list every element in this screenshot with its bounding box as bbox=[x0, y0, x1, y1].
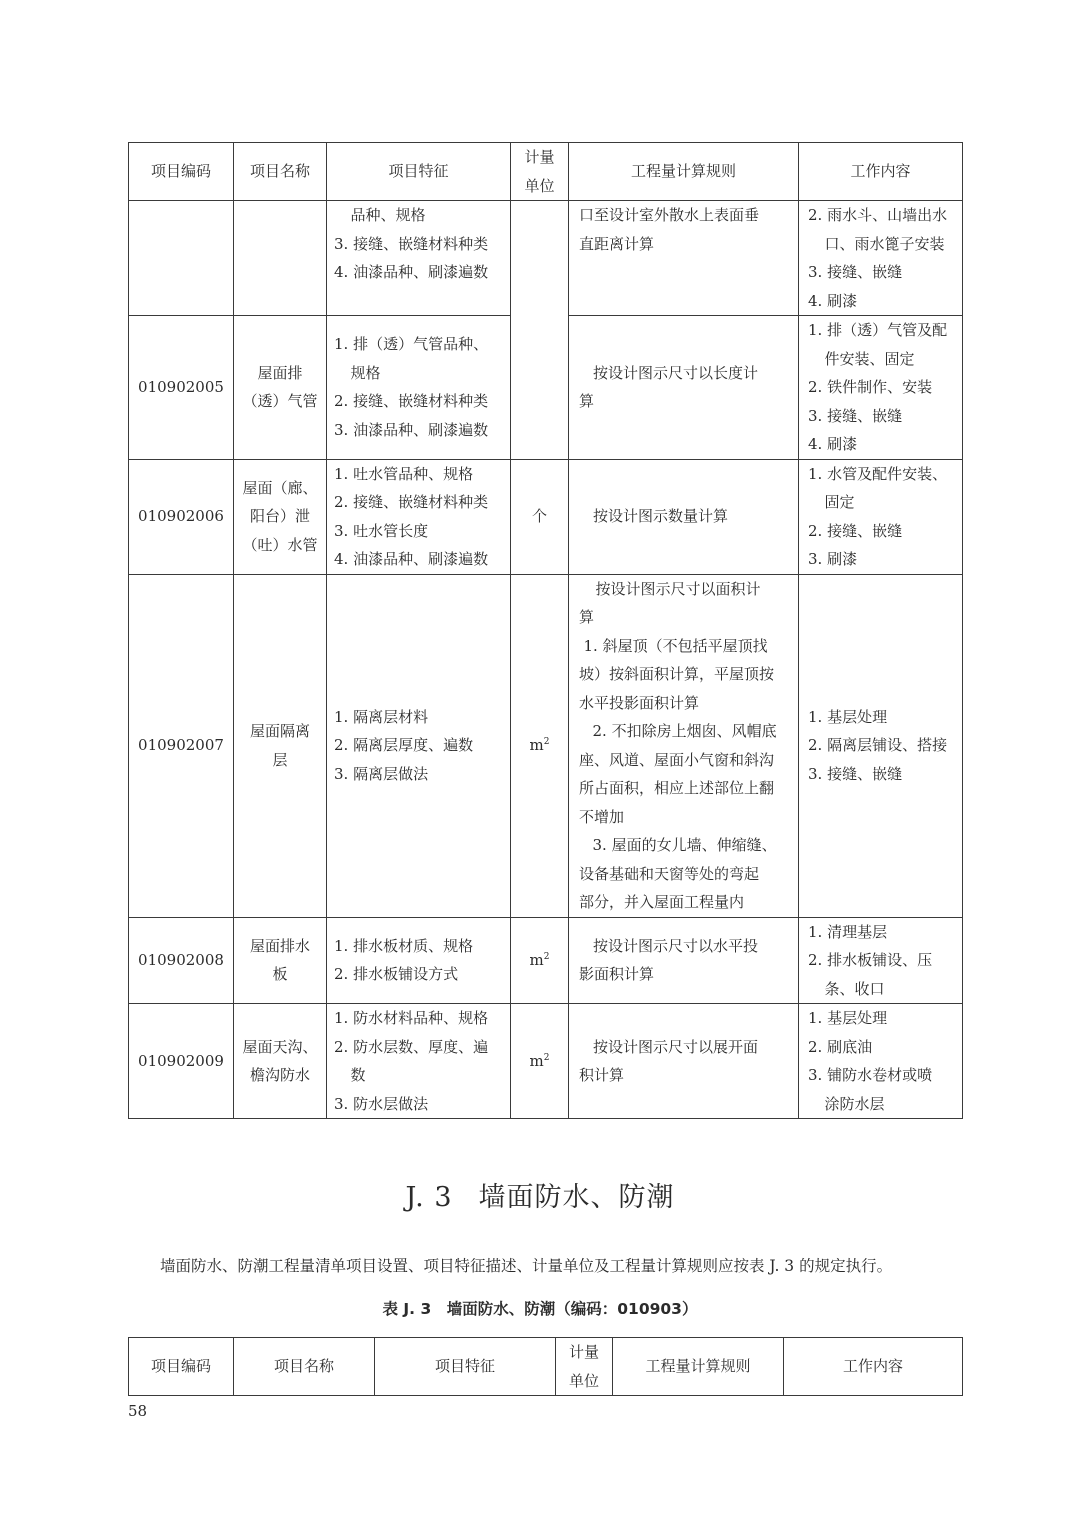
rule-line: 所占面积，相应上述部位上翻 bbox=[579, 779, 775, 797]
rule-cell bbox=[569, 201, 799, 316]
name-line: 屋面排水 bbox=[249, 936, 310, 955]
work-line: 3. 接缝、嵌缝 bbox=[808, 764, 903, 783]
name-cell bbox=[234, 316, 327, 460]
rule-line: 按设计图示尺寸以面积计 bbox=[595, 579, 761, 598]
unit-cell bbox=[511, 201, 569, 460]
work-cell bbox=[799, 917, 963, 1004]
rule-line: 按设计图示数量计算 bbox=[593, 507, 729, 526]
rule-line: 积计算 bbox=[579, 1066, 625, 1084]
table-row bbox=[129, 574, 963, 917]
feature-line: 2. 防水层数、厚度、遍 bbox=[334, 1037, 489, 1056]
table-row bbox=[129, 917, 963, 1004]
table-row bbox=[129, 201, 963, 316]
rule-line: 按设计图示尺寸以展开面 bbox=[593, 1037, 759, 1056]
rule-cell bbox=[569, 459, 799, 574]
header-rule: 工程量计算规则 bbox=[613, 1338, 784, 1396]
work-line: 3. 刷漆 bbox=[808, 550, 858, 568]
feature-line: 3. 防水层做法 bbox=[334, 1094, 429, 1113]
work-cell bbox=[799, 201, 963, 316]
unit-cell bbox=[511, 917, 569, 1004]
work-line: 1. 基层处理 bbox=[808, 707, 888, 726]
feature-line: 2. 隔离层厚度、遍数 bbox=[334, 736, 474, 755]
table-row bbox=[129, 1004, 963, 1119]
rule-line: 直距离计算 bbox=[579, 234, 655, 253]
name-cell bbox=[234, 459, 327, 574]
work-line: 3. 接缝、嵌缝 bbox=[808, 406, 903, 425]
rule-line: 水平投影面积计算 bbox=[579, 693, 700, 712]
name-line: 屋面天沟、 bbox=[242, 1037, 318, 1056]
work-line: 1. 排（透）气管及配 bbox=[808, 321, 948, 339]
feature-line: 1. 隔离层材料 bbox=[334, 707, 429, 726]
work-line: 4. 刷漆 bbox=[808, 435, 858, 453]
name-line: 屋面（廊、 bbox=[242, 478, 318, 497]
rule-line: 口至设计室外散水上表面垂 bbox=[579, 206, 760, 224]
work-line: 3. 接缝、嵌缝 bbox=[808, 263, 903, 281]
feature-line: 3. 隔离层做法 bbox=[334, 764, 429, 783]
work-cell bbox=[799, 459, 963, 574]
work-cell bbox=[799, 1004, 963, 1119]
code-cell: 010902005 bbox=[129, 316, 234, 460]
header-rule: 工程量计算规则 bbox=[569, 143, 799, 201]
feature-line: 4. 油漆品种、刷漆遍数 bbox=[334, 550, 489, 568]
table-row bbox=[129, 459, 963, 574]
code-cell: 010902007 bbox=[129, 574, 234, 917]
section-intro-paragraph: 墙面防水、防潮工程量清单项目设置、项目特征描述、计量单位及工程量计算规则应按表 J. 3 的规定执行。 bbox=[160, 1257, 893, 1275]
name-cell bbox=[234, 917, 327, 1004]
rule-cell bbox=[569, 917, 799, 1004]
unit-cell: 个 bbox=[511, 459, 569, 574]
rule-line: 2. 不扣除房上烟囱、风帽底 bbox=[592, 722, 777, 740]
work-line: 2. 隔离层铺设、搭接 bbox=[808, 736, 948, 755]
unit-cell bbox=[511, 574, 569, 917]
unit-text: m bbox=[529, 951, 544, 969]
rule-cell bbox=[569, 1004, 799, 1119]
header-code: 项目编码 bbox=[129, 1338, 234, 1396]
rule-line: 3. 屋面的女儿墙、伸缩缝、 bbox=[592, 836, 777, 854]
table-j2-continued bbox=[128, 142, 963, 1119]
work-line: 固定 bbox=[824, 493, 855, 511]
table-caption: 表 J. 3 墙面防水、防潮（编码：010903） bbox=[382, 1300, 698, 1318]
rule-line: 1. 斜屋顶（不包括平屋顶找 bbox=[583, 636, 768, 655]
unit-text: m bbox=[529, 1051, 544, 1070]
feature-line: 1. 排水板材质、规格 bbox=[334, 936, 474, 955]
work-line: 2. 刷底油 bbox=[808, 1037, 873, 1056]
rule-cell bbox=[569, 316, 799, 460]
header-unit-line2: 单位 bbox=[524, 176, 555, 195]
work-line: 3. 铺防水卷材或喷 bbox=[808, 1066, 933, 1084]
name-cell bbox=[234, 201, 327, 316]
header-unit-line1: 计量 bbox=[524, 148, 555, 166]
name-line: 板 bbox=[272, 965, 288, 984]
unit-superscript: 2 bbox=[543, 1052, 550, 1063]
features-cell bbox=[327, 459, 511, 574]
work-line: 口、雨水篦子安装 bbox=[824, 234, 945, 253]
unit-cell bbox=[511, 1004, 569, 1119]
work-line: 1. 基层处理 bbox=[808, 1009, 888, 1027]
name-line: 屋面隔离 bbox=[249, 722, 310, 740]
page-number: 58 bbox=[128, 1402, 148, 1420]
work-line: 件安装、固定 bbox=[824, 349, 915, 368]
feature-line: 1. 排（透）气管品种、 bbox=[334, 335, 489, 354]
features-cell bbox=[327, 1004, 511, 1119]
name-line: 屋面排 bbox=[257, 363, 303, 382]
header-work: 工作内容 bbox=[784, 1338, 963, 1396]
code-cell: 010902006 bbox=[129, 459, 234, 574]
work-cell bbox=[799, 574, 963, 917]
section-heading bbox=[0, 1175, 1080, 1214]
work-cell bbox=[799, 316, 963, 460]
rule-line: 坡）按斜面积计算，平屋顶按 bbox=[579, 665, 775, 683]
features-cell bbox=[327, 574, 511, 917]
name-line: （吐）水管 bbox=[242, 535, 318, 554]
feature-line: 2. 接缝、嵌缝材料种类 bbox=[334, 392, 489, 411]
feature-line: 2. 排水板铺设方式 bbox=[334, 965, 459, 984]
rule-line: 部分，并入屋面工程量内 bbox=[579, 893, 745, 911]
work-line: 1. 水管及配件安装、 bbox=[808, 464, 948, 483]
header-code: 项目编码 bbox=[129, 143, 234, 201]
header-features: 项目特征 bbox=[375, 1338, 556, 1396]
name-cell bbox=[234, 574, 327, 917]
rule-line: 座、风道、屋面小气窗和斜沟 bbox=[579, 750, 775, 769]
work-line: 4. 刷漆 bbox=[808, 291, 858, 310]
feature-line: 规格 bbox=[350, 363, 381, 382]
unit-text: m bbox=[529, 736, 544, 755]
work-line: 1. 清理基层 bbox=[808, 922, 888, 941]
feature-line: 1. 吐水管品种、规格 bbox=[334, 464, 474, 483]
section-number: J. 3 bbox=[405, 1182, 453, 1213]
code-cell: 010902009 bbox=[129, 1004, 234, 1119]
header-name: 项目名称 bbox=[234, 143, 327, 201]
work-line: 涂防水层 bbox=[824, 1094, 885, 1113]
features-cell bbox=[327, 201, 511, 316]
feature-line: 1. 防水材料品种、规格 bbox=[334, 1009, 489, 1027]
work-line: 2. 雨水斗、山墙出水 bbox=[808, 206, 948, 224]
rule-line: 设备基础和天窗等处的弯起 bbox=[579, 864, 760, 883]
name-line: （透）气管 bbox=[242, 392, 318, 411]
rule-line: 按设计图示尺寸以水平投 bbox=[593, 936, 759, 955]
name-line: 层 bbox=[272, 750, 288, 769]
header-unit-line2: 单位 bbox=[568, 1371, 599, 1390]
header-work: 工作内容 bbox=[799, 143, 963, 201]
header-features: 项目特征 bbox=[327, 143, 511, 201]
unit-superscript: 2 bbox=[543, 737, 550, 748]
rule-line: 算 bbox=[579, 608, 595, 626]
feature-line: 3. 接缝、嵌缝材料种类 bbox=[334, 234, 489, 253]
table-j3 bbox=[128, 1337, 963, 1396]
header-unit bbox=[511, 143, 569, 201]
feature-line: 2. 接缝、嵌缝材料种类 bbox=[334, 493, 489, 511]
rule-cell bbox=[569, 574, 799, 917]
features-cell bbox=[327, 316, 511, 460]
name-line: 檐沟防水 bbox=[249, 1066, 310, 1084]
table-header-row bbox=[129, 1338, 963, 1396]
feature-line: 3. 油漆品种、刷漆遍数 bbox=[334, 420, 489, 439]
name-line: 阳台）泄 bbox=[249, 507, 310, 526]
header-unit bbox=[556, 1338, 613, 1396]
header-name: 项目名称 bbox=[234, 1338, 375, 1396]
header-unit-line1: 计量 bbox=[568, 1343, 599, 1361]
feature-line: 数 bbox=[350, 1066, 366, 1084]
work-line: 2. 接缝、嵌缝 bbox=[808, 521, 903, 540]
rule-line: 不增加 bbox=[579, 807, 625, 826]
table-header-row bbox=[129, 143, 963, 201]
feature-line: 4. 油漆品种、刷漆遍数 bbox=[334, 263, 489, 281]
section-title: 墙面防水、防潮 bbox=[478, 1182, 675, 1213]
code-cell: 010902008 bbox=[129, 917, 234, 1004]
rule-line: 算 bbox=[579, 392, 595, 411]
work-line: 条、收口 bbox=[824, 979, 885, 998]
unit-superscript: 2 bbox=[543, 952, 550, 962]
work-line: 2. 铁件制作、安装 bbox=[808, 378, 933, 396]
code-cell bbox=[129, 201, 234, 316]
work-line: 2. 排水板铺设、压 bbox=[808, 951, 933, 969]
features-cell bbox=[327, 917, 511, 1004]
name-cell bbox=[234, 1004, 327, 1119]
feature-line: 品种、规格 bbox=[350, 206, 426, 224]
rule-line: 影面积计算 bbox=[579, 965, 655, 984]
feature-line: 3. 吐水管长度 bbox=[334, 521, 429, 540]
rule-line: 按设计图示尺寸以长度计 bbox=[593, 363, 759, 382]
